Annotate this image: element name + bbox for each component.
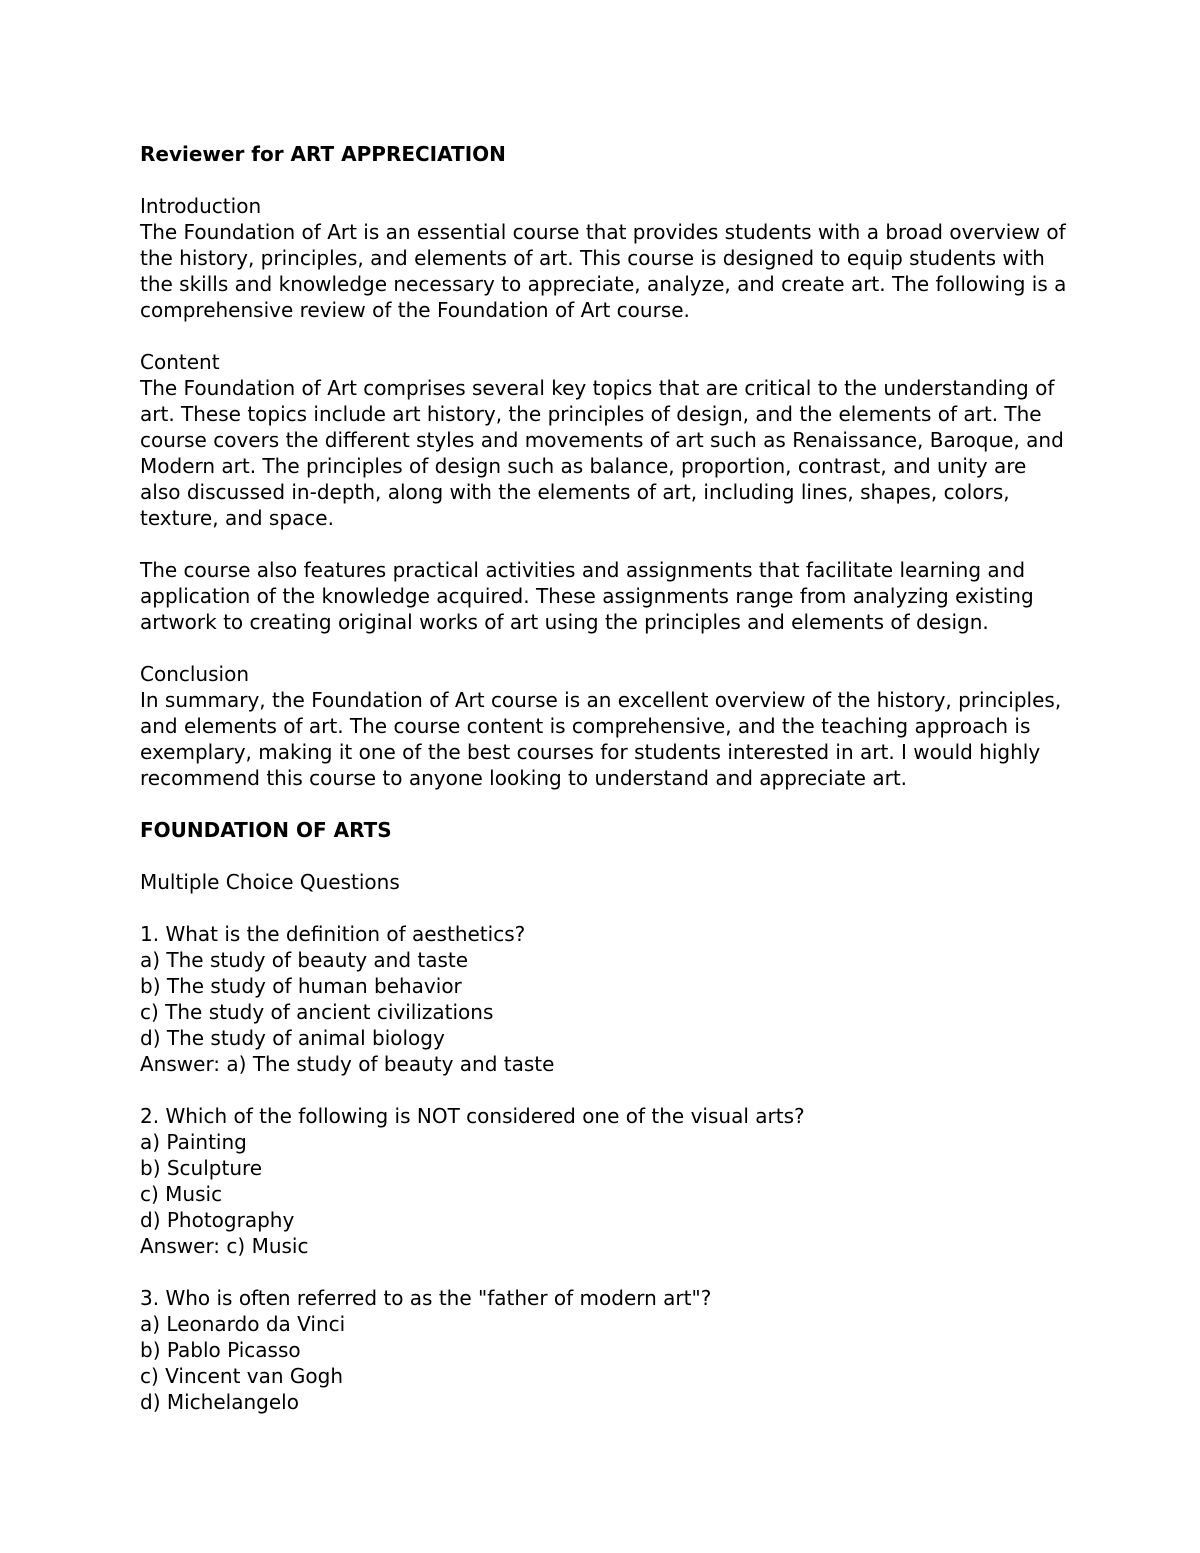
question-option: c) Music — [140, 1182, 223, 1206]
question-option: b) Sculpture — [140, 1156, 263, 1180]
spacer — [140, 531, 1070, 557]
question-option: a) Painting — [140, 1130, 247, 1154]
question-option: a) Leonardo da Vinci — [140, 1312, 346, 1336]
question-option: d) The study of animal biology — [140, 1026, 445, 1050]
conclusion-label: Conclusion — [140, 662, 249, 686]
document-title: Reviewer for ART APPRECIATION — [140, 142, 506, 166]
spacer — [140, 791, 1070, 817]
introduction-label: Introduction — [140, 194, 262, 218]
question-block-3 — [140, 1285, 1070, 1415]
question-option: c) Vincent van Gogh — [140, 1364, 344, 1388]
content-text-2: The course also features practical activities and assignments that facilitate learning and application of the knowledge acquired. These assignments range from analyzing existing artwork to creating original works of art using the principles and elements of design. — [140, 558, 1034, 634]
question-block-2 — [140, 1103, 1070, 1259]
question-option: d) Michelangelo — [140, 1390, 299, 1414]
question-option: a) The study of beauty and taste — [140, 948, 469, 972]
question-text: 3. Who is often referred to as the "father of modern art"? — [140, 1286, 712, 1310]
introduction-text: The Foundation of Art is an essential course that provides students with a broad overview of the history, principles, and elements of art. This course is designed to equip students with the skills and knowledge necessary to appreciate, analyze, and create art. The following is a comprehensive review of the Foundation of Art course. — [140, 220, 1067, 322]
question-text: 1. What is the definition of aesthetics? — [140, 922, 526, 946]
spacer — [140, 323, 1070, 349]
question-option: b) The study of human behavior — [140, 974, 462, 998]
content-label: Content — [140, 350, 220, 374]
question-answer: Answer: a) The study of beauty and taste — [140, 1052, 555, 1076]
question-text: 2. Which of the following is NOT considered one of the visual arts? — [140, 1104, 805, 1128]
content-text-1: The Foundation of Art comprises several key topics that are critical to the understanding of art. These topics include art history, the principles of design, and the elements of art. The course covers the different styles and movements of art such as Renaissance, Baroque, and Modern art. The principles of design such as balance, proportion, contrast, and unity are also discussed in-depth, along with the elements of art, including lines, shapes, colors, texture, and space. — [140, 376, 1064, 530]
question-block-1 — [140, 921, 1070, 1077]
mcq-label: Multiple Choice Questions — [140, 870, 400, 894]
conclusion-text: In summary, the Foundation of Art course is an excellent overview of the history, principles, and elements of art. The course content is comprehensive, and the teaching approach is exemplary, making it one of the best courses for students interested in art. I would highly recommend this course to anyone looking to understand and appreciate art. — [140, 688, 1062, 790]
question-option: d) Photography — [140, 1208, 295, 1232]
spacer — [140, 1259, 1070, 1285]
spacer — [140, 635, 1070, 661]
section-heading: FOUNDATION OF ARTS — [140, 818, 392, 842]
question-option: b) Pablo Picasso — [140, 1338, 301, 1362]
document-body — [140, 141, 1070, 1415]
spacer — [140, 1077, 1070, 1103]
question-answer: Answer: c) Music — [140, 1234, 309, 1258]
spacer — [140, 895, 1070, 921]
question-option: c) The study of ancient civilizations — [140, 1000, 494, 1024]
